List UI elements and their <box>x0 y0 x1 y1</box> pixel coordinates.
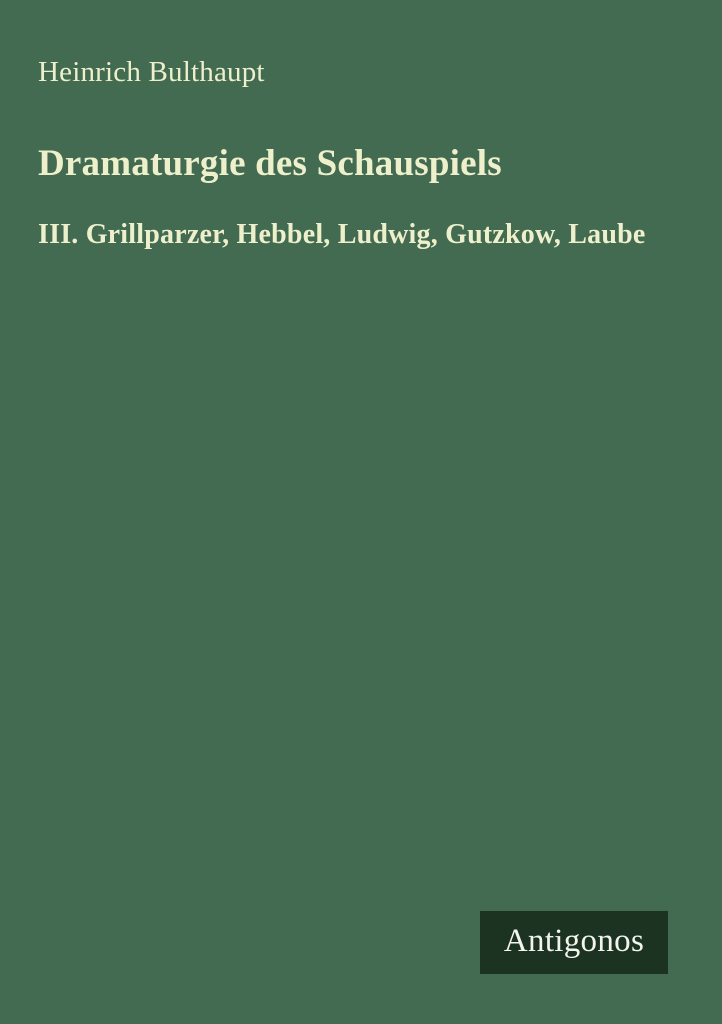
author-name: Heinrich Bulthaupt <box>38 56 265 88</box>
publisher-badge <box>480 911 668 974</box>
publisher-name: Antigonos <box>503 922 645 959</box>
book-title: Dramaturgie des Schauspiels <box>38 143 502 184</box>
book-subtitle: III. Grillparzer, Hebbel, Ludwig, Gutzkow, Laube <box>38 219 646 250</box>
